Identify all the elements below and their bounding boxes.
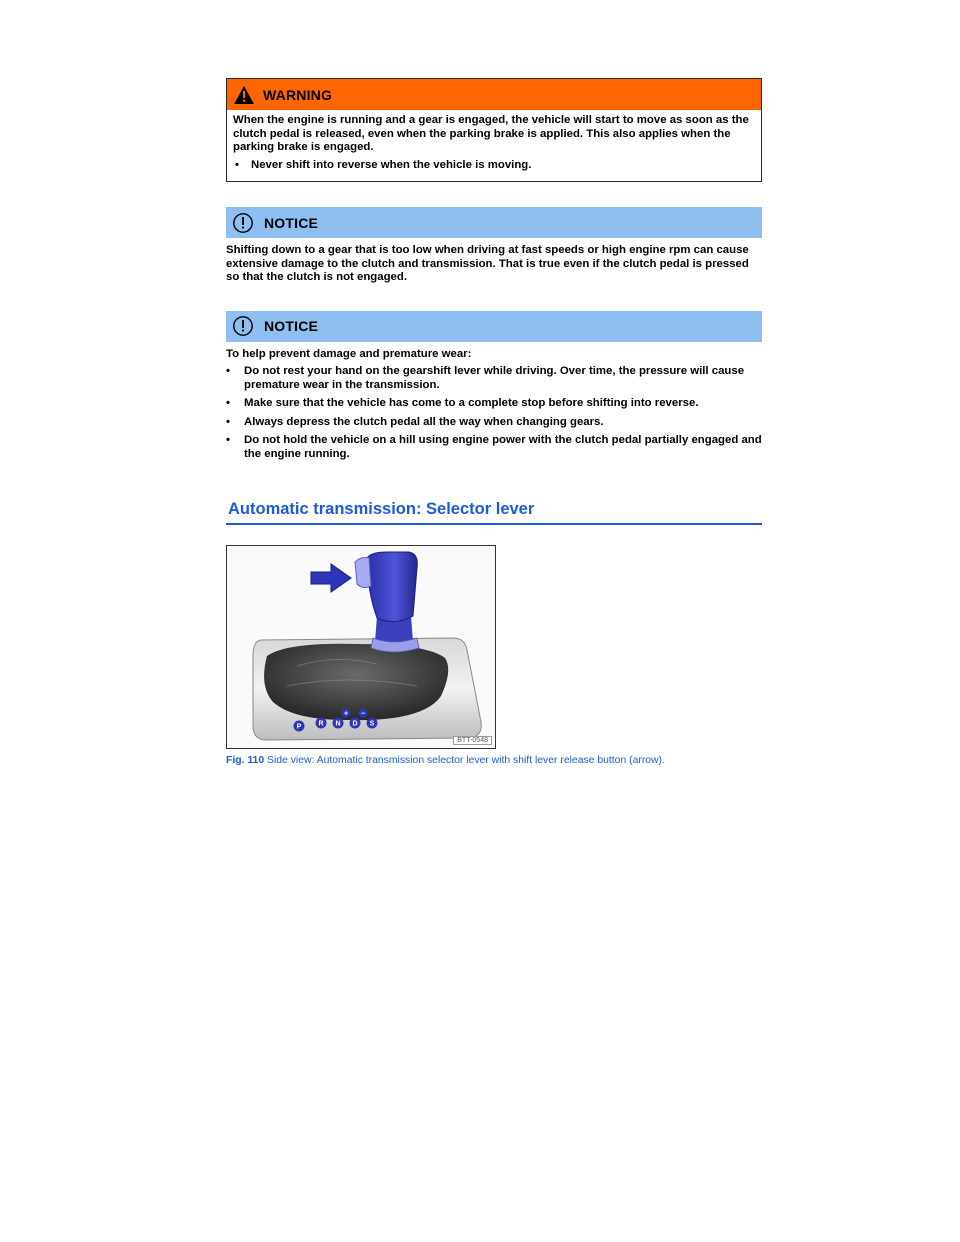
list-item bbox=[226, 434, 762, 461]
list-item bbox=[226, 397, 762, 411]
notice-bullet-text: Do not hold the vehicle on a hill using engine power with the clutch pedal partially engaged and the engine running. bbox=[244, 434, 762, 460]
notice-intro: To help prevent damage and premature wear: bbox=[226, 347, 472, 360]
bullet-icon: • bbox=[235, 158, 239, 171]
warning-bullet-text: Never shift into reverse when the vehicle is moving. bbox=[251, 158, 532, 171]
notice-body bbox=[226, 238, 762, 285]
notice-body bbox=[226, 342, 762, 462]
notice-title: NOTICE bbox=[264, 318, 319, 334]
bullet-icon: • bbox=[226, 415, 230, 428]
notice-box bbox=[226, 311, 762, 462]
notice-text: Shifting down to a gear that is too low when driving at fast speeds or high engine rpm can cause extensive damage to the clutch and transmission. That is true even if the clutch pedal is pressed so that the clutch is not engaged. bbox=[226, 244, 749, 283]
tiptronic-label: − bbox=[360, 710, 366, 718]
gear-label: D bbox=[352, 720, 358, 728]
figure-number: Fig. 110 bbox=[226, 755, 265, 766]
figure-id-label: BTT-0548 bbox=[453, 736, 492, 745]
list-item bbox=[226, 416, 762, 430]
gear-label: R bbox=[318, 720, 324, 728]
notice-bullet-text: Make sure that the vehicle has come to a complete stop before shifting into reverse. bbox=[244, 397, 699, 409]
section-heading: Automatic transmission: Selector lever bbox=[226, 500, 762, 525]
bullet-icon: • bbox=[226, 365, 230, 377]
exclamation-circle-icon bbox=[232, 315, 254, 337]
figure-caption bbox=[226, 755, 762, 766]
gear-label: N bbox=[335, 720, 341, 728]
notice-bullet-text: Do not rest your hand on the gearshift lever while driving. Over time, the pressure will cause premature wear in the transmission. bbox=[244, 365, 745, 391]
bullet-icon: • bbox=[226, 434, 230, 446]
warning-triangle-icon bbox=[233, 85, 255, 105]
list-item bbox=[226, 365, 762, 392]
warning-header bbox=[227, 79, 761, 110]
bullet-icon: • bbox=[226, 397, 230, 409]
figure-selector-lever bbox=[226, 545, 496, 749]
manual-page bbox=[226, 78, 762, 766]
warning-body bbox=[227, 110, 761, 181]
selector-lever-illustration bbox=[227, 546, 495, 748]
notice-header bbox=[226, 207, 762, 238]
figure-caption-text: Side view: Automatic transmission selector lever with shift lever release button (arrow). bbox=[267, 755, 665, 766]
gear-label: P bbox=[296, 723, 302, 731]
tiptronic-label: + bbox=[343, 710, 349, 718]
notice-title: NOTICE bbox=[264, 214, 319, 231]
list-item bbox=[233, 159, 753, 173]
warning-text: When the engine is running and a gear is engaged, the vehicle will start to move as soon as the clutch pedal is released, even when the parking brake is applied. This also applies when the parking brake is engaged. bbox=[233, 114, 749, 153]
warning-title: WARNING bbox=[263, 86, 333, 103]
gear-label: S bbox=[369, 720, 375, 728]
notice-header bbox=[226, 311, 762, 342]
notice-box bbox=[226, 207, 762, 285]
warning-box bbox=[226, 78, 762, 182]
notice-bullet-text: Always depress the clutch pedal all the way when changing gears. bbox=[244, 415, 604, 428]
exclamation-circle-icon bbox=[232, 212, 254, 234]
